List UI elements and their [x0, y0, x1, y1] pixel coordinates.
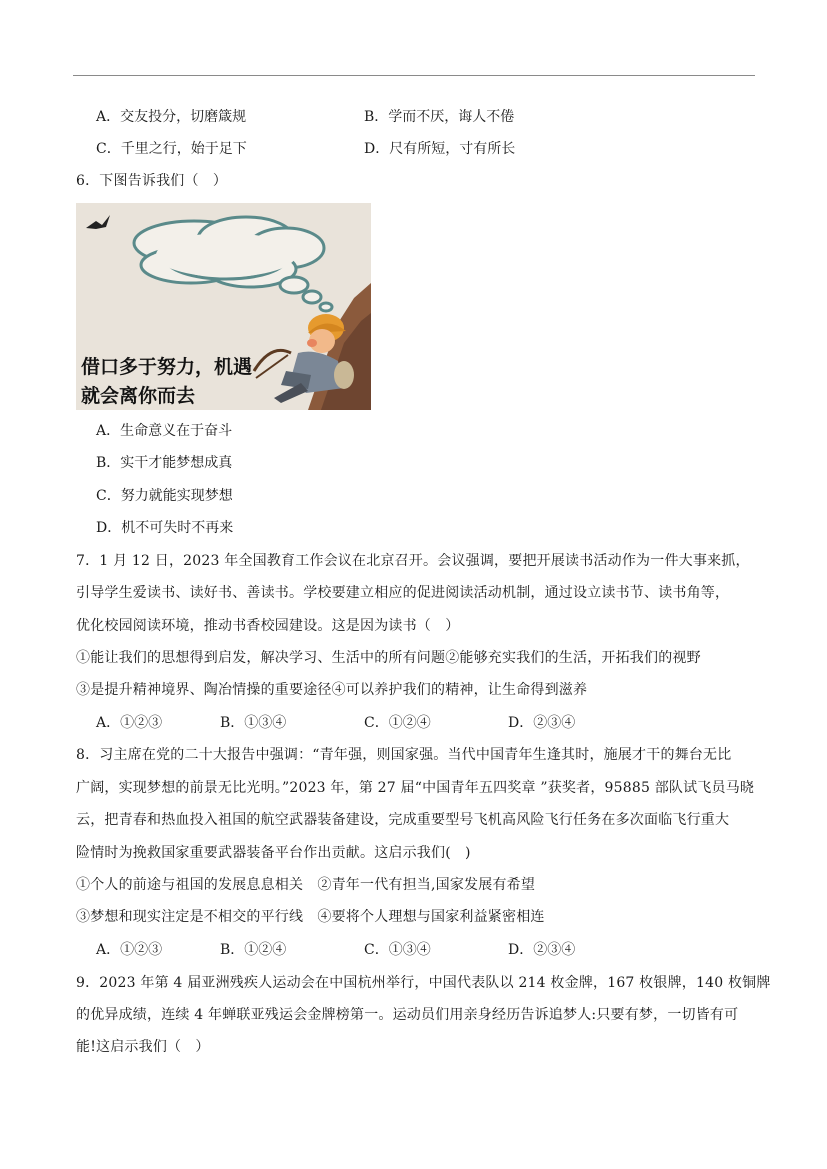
q8-statement-line: ①个人的前途与祖国的发展息息相关 ②青年一代有担当,国家发展有希望	[76, 877, 536, 893]
q5-option-d[interactable]: D．尺有所短，寸有所长	[364, 141, 516, 157]
q5-option-a[interactable]: A．交友投分，切磨箴规	[96, 109, 247, 125]
q9-stem-line: 的优异成绩，连续 4 年蝉联亚残运会金牌榜第一。运动员们用亲身经历告诉追梦人:只要有梦，一切皆有可	[76, 1007, 739, 1023]
q7-option-c[interactable]: C．①②④	[364, 715, 431, 731]
q6-option-a[interactable]: A．生命意义在于奋斗	[96, 423, 233, 439]
q7-option-b[interactable]: B．①③④	[220, 715, 287, 731]
q5-option-c[interactable]: C．千里之行，始于足下	[96, 141, 247, 157]
cartoon-caption-line2: 就会离你而去	[81, 385, 196, 407]
q9-stem-line: 能!这启示我们（ ）	[76, 1039, 210, 1055]
q7-option-a[interactable]: A．①②③	[96, 715, 163, 731]
q7-option-d[interactable]: D．②③④	[508, 715, 576, 731]
q5-option-b[interactable]: B．学而不厌，诲人不倦	[364, 109, 515, 125]
q7-stem-line: 7．1 月 12 日，2023 年全国教育工作会议在北京召开。会议强调，要把开展读书活动作为一件大事来抓，	[76, 553, 750, 569]
q7-statement-line: ③是提升精神境界、陶冶情操的重要途径④可以养护我们的精神，让生命得到滋养	[76, 682, 588, 698]
q9-stem-line: 9．2023 年第 4 届亚洲残疾人运动会在中国杭州举行，中国代表队以 214 枚金牌，167 枚银牌，140 枚铜牌	[76, 975, 771, 991]
q8-stem-line: 8．习主席在党的二十大报告中强调：“青年强，则国家强。当代中国青年生逢其时，施展才干的舞台无比	[76, 747, 732, 763]
header-rule	[73, 75, 755, 76]
q6-stem: 6．下图告诉我们（ ）	[76, 173, 228, 189]
cartoon-figure	[76, 203, 371, 410]
q8-option-d[interactable]: D．②③④	[508, 942, 576, 958]
q6-option-d[interactable]: D．机不可失时不再来	[96, 520, 234, 536]
q7-stem-line: 优化校园阅读环境，推动书香校园建设。这是因为读书（ ）	[76, 618, 460, 634]
q8-option-a[interactable]: A．①②③	[96, 942, 163, 958]
q8-stem-line: 险情时为挽救国家重要武器装备平台作出贡献。这启示我们( )	[76, 845, 471, 861]
q8-statement-line: ③梦想和现实注定是不相交的平行线 ④要将个人理想与国家利益紧密相连	[76, 909, 545, 925]
q7-stem-line: 引导学生爱读书、读好书、善读书。学校要建立相应的促进阅读活动机制，通过设立读书节、读书角等，	[76, 585, 730, 601]
q8-option-b[interactable]: B．①②④	[220, 942, 287, 958]
q7-statement-line: ①能让我们的思想得到启发，解决学习、生活中的所有问题②能够充实我们的生活，开拓我们的视野	[76, 650, 701, 666]
q8-stem-line: 云，把青春和热血投入祖国的航空武器装备建设，完成重要型号飞机高风险飞行任务在多次面临飞行重大	[76, 812, 730, 828]
cartoon-caption-line1: 借口多于努力，机遇	[81, 356, 253, 378]
q6-option-b[interactable]: B．实干才能梦想成真	[96, 455, 233, 471]
q8-option-c[interactable]: C．①③④	[364, 942, 431, 958]
q8-stem-line: 广阔，实现梦想的前景无比光明。”2023 年，第 27 届“中国青年五四奖章 ”获奖者，95885 部队试飞员马晓	[76, 780, 755, 796]
q6-option-c[interactable]: C．努力就能实现梦想	[96, 488, 233, 504]
